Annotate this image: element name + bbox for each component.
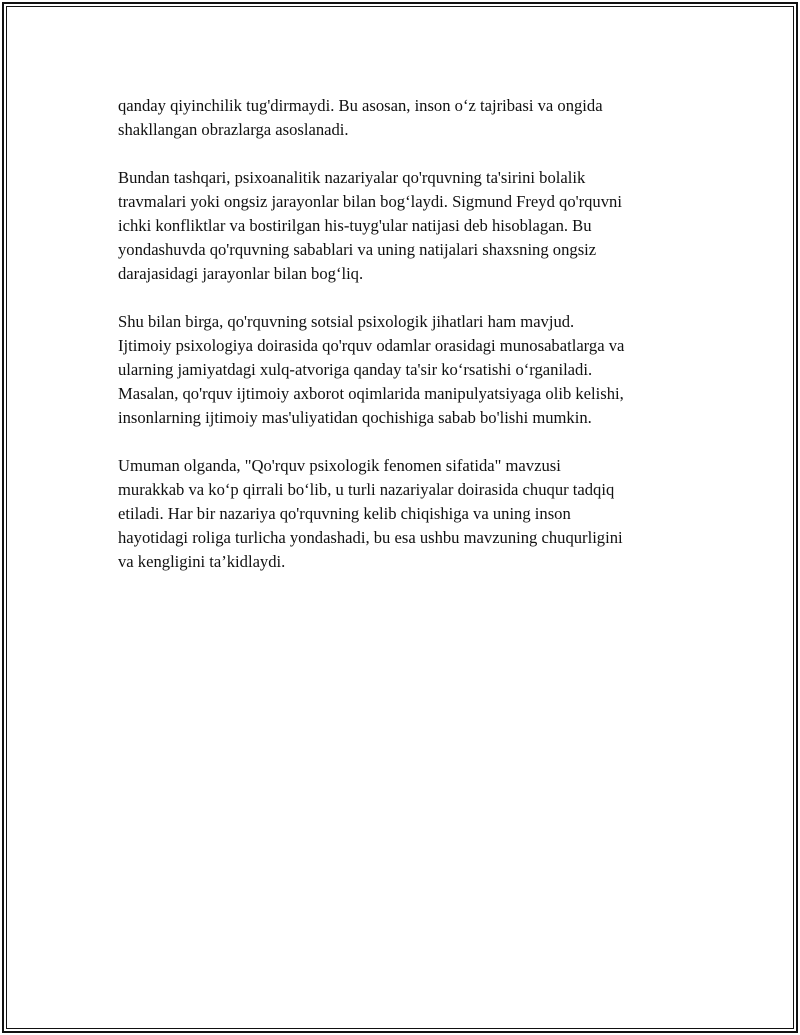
- text-line: Ijtimoiy psixologiya doirasida qo'rquv odamlar orasidagi munosabatlarga va: [118, 336, 625, 355]
- text-line: va kengligini ta’kidlaydi.: [118, 552, 286, 571]
- text-line: travmalari yoki ongsiz jarayonlar bilan bog‘laydi. Sigmund Freyd qo'rquvni: [118, 192, 622, 211]
- paragraph-4: [118, 454, 688, 574]
- text-line: Shu bilan birga, qo'rquvning sotsial psixologik jihatlari ham mavjud.: [118, 312, 575, 331]
- text-line: insonlarning ijtimoiy mas'uliyatidan qochishiga sabab bo'lishi mumkin.: [118, 408, 592, 427]
- text-line: darajasidagi jarayonlar bilan bog‘liq.: [118, 264, 364, 283]
- text-line: etiladi. Har bir nazariya qo'rquvning kelib chiqishiga va uning inson: [118, 504, 571, 523]
- paragraph-2: [118, 166, 688, 286]
- text-line: Bundan tashqari, psixoanalitik nazariyalar qo'rquvning ta'sirini bolalik: [118, 168, 586, 187]
- paragraph-1: [118, 94, 688, 142]
- text-line: Umuman olganda, "Qo'rquv psixologik fenomen sifatida" mavzusi: [118, 456, 561, 475]
- text-line: shakllangan obrazlarga asoslanadi.: [118, 120, 349, 139]
- text-line: ularning jamiyatdagi xulq-atvoriga qanday ta'sir ko‘rsatishi o‘rganiladi.: [118, 360, 593, 379]
- paragraph-3: [118, 310, 688, 430]
- text-line: murakkab va ko‘p qirrali bo‘lib, u turli nazariyalar doirasida chuqur tadqiq: [118, 480, 615, 499]
- text-line: Masalan, qo'rquv ijtimoiy axborot oqimlarida manipulyatsiyaga olib kelishi,: [118, 384, 624, 403]
- text-line: hayotidagi roliga turlicha yondashadi, bu esa ushbu mavzuning chuqurligini: [118, 528, 623, 547]
- text-line: yondashuvda qo'rquvning sabablari va uning natijalari shaxsning ongsiz: [118, 240, 597, 259]
- document-body: [118, 94, 688, 598]
- text-line: ichki konfliktlar va bostirilgan his-tuyg'ular natijasi deb hisoblagan. Bu: [118, 216, 592, 235]
- text-line: qanday qiyinchilik tug'dirmaydi. Bu asosan, inson o‘z tajribasi va ongida: [118, 96, 603, 115]
